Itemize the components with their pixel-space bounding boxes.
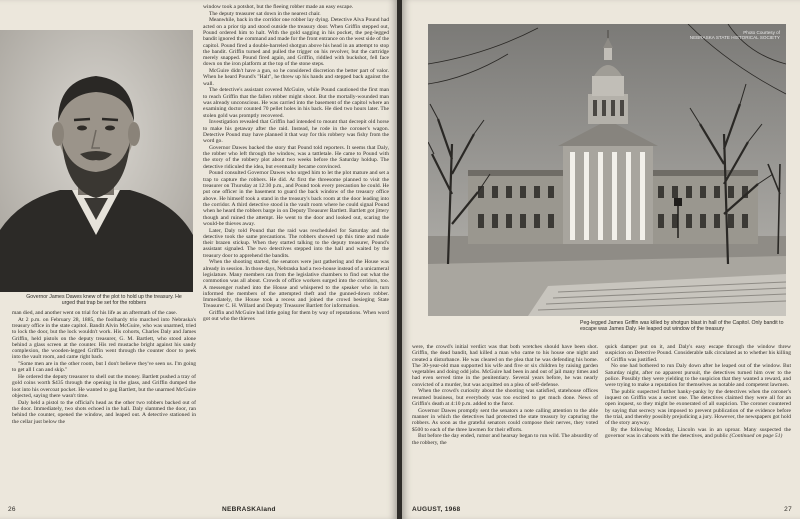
paragraph: window took a potshot, but the fleeing robber made an easy escape.	[203, 4, 354, 10]
paragraph: McGuire didn't have a gun, so he considered discretion the better part of valor. When he heard Pound's "Halt", he threw up his hands and stepped back against the wall.	[203, 68, 389, 87]
paragraph: Meanwhile, back in the corridor one robber lay dying. Detective Alva Pound had acted on a prior tip and stood outside the treasury door. When Griffin stepped out, Pound ordered him to halt. With the gold sagging in his pocket, the peg-legged bandit ignored the command and made for the front entrance on the west side of the capitol. Pound fired a double-barreled shotgun above his head in an attempt to stop the bandit. Griffin turned and pulled the trigger on his revolver, but the cartridge merely snapped. Pound fired again, and Griffin, riddled with buckshot, fell face down on the iron platform at the top of the stone steps.	[203, 17, 389, 68]
portrait-photo	[0, 30, 193, 292]
paragraph: Pound consulted Governor Dawes who urged him to let the plot mature and set a trap to capture the robbers. He did. At first the threesome planned to visit the treasurer on Thursday at 12:30 p.m., and Pound took every precaution he could. He put one officer in the basement to guard the back window of the treasury office above. He himself took a stand in the treasury's back room at the door leading into the corridor. A third detective stood in the vault room where he could signal Pound when he heard the robbers barge in on Deputy Treasurer Bartlett. Bartlett got jittery though and ruined the attempt. He went to the door and looked out, scaring the would-be thieves away.	[203, 170, 389, 227]
right-column-2	[605, 344, 791, 502]
left-column-2	[203, 4, 389, 502]
paragraph: When the crowd's curiosity about the shooting was satisfied, statehouse offices resumed business, but everybody was too excited to get much done. News of Griffin's death at 4:10 p.m. added to the furor.	[412, 388, 598, 408]
magazine-title: NEBRASKAland	[222, 506, 276, 513]
left-column-1	[12, 310, 196, 508]
photo-credit-line: Photo Courtesy of	[743, 30, 780, 35]
paragraph: Later, Daly told Pound that the raid was rescheduled for Saturday and the detective took the same precautions. The robbers showed up this time and made their brazen stickup. When they started talking to the deputy treasurer, Pound's assistant signaled. The two detectives stepped into the hall and waited by the treasury door to apprehend the bandits.	[203, 227, 389, 259]
left-page	[0, 0, 397, 519]
right-folio-date	[412, 506, 460, 513]
paragraph: He ordered the deputy treasurer to shell out the money. Bartlett pushed a tray of gold coins worth $435 through the opening in the glass, and Griffin dumped the loot into his overcoat pocket. He wanted to gag Bartlett, but the unarmed McGuire objected, saying there wasn't time.	[12, 374, 196, 400]
paragraph: Griffin and McGuire had little going for them by way of reputations. When word got out who the thieves	[203, 310, 389, 323]
paragraph: were, the crowd's initial verdict was that both wretches should have been shot. Griffin, the dead bandit, had killed a man who came to his house one night and created a disturbance. He was cleared on the plea that he was defending his home. The 30-year-old man supported his wife and five or six children by raising garden vegetables and doing odd jobs. McGuire had been in and out of jail many times and had even served time in the penitentiary. Several years before, he was nearly convicted of a murder, but was acquitted on a plea of self-defense.	[412, 344, 598, 388]
paragraph: Daly held a pistol to the official's head as the other two robbers backed out of the door. Immediately, two shots echoed in the hall. Daly slammed the door, ran behind the counter, opened the window, and leaped out. A detective stationed in the cellar just below the	[12, 399, 196, 425]
right-folio-number: 27	[784, 506, 792, 513]
continued-note: (Continued on page 51)	[729, 433, 783, 440]
issue-date: AUGUST, 1968	[412, 506, 461, 513]
paragraph: quick damper put on it, and Daly's easy escape through the window threw suspicion on Detective Pound. Considerable talk circulated as to whether his killing of Griffin was justified.	[605, 344, 791, 363]
paragraph: No one had bothered to run Daly down after he leaped out of the window. But Saturday night, after no apparent pursuit, the detectives turned him over to the police. Possibly they were yielding to the suspicion that they wanted a reward, and were trying to make a reputation for themselves as notable and competent lawmen.	[605, 363, 791, 389]
photo-credit-line: NEBRASKA STATE HISTORICAL SOCIETY	[689, 35, 780, 41]
capitol-building-image	[428, 24, 786, 316]
paragraph: At 2 p.m. on February 28, 1885, the foolhardy trio marched into Nebraska's treasury office in the state capitol. Bandit Alvin McGuire, who was unarmed, tried to lock the door, but the lock wouldn't work. His cohorts, Charles Daly and James Griffin, held pistols on the deputy treasurer, G. M. Bartlett, who stood alone behind a glass screen at the counter. His red mustache bright against his sandy complexion, the wooden-legged Griffin went through the counter door to peek into the vault room, and came right back.	[12, 316, 196, 361]
paragraph: The detective's assistant covered McGuire, while Pound cautioned the first man to reach Griffin that the fallen robber might shoot. But the mortally-wounded man was already unconscious. He was carried into the basement of the capitol where an examining doctor counted 70 pellet holes in his back. He died two hours later. The stolen gold was promptly recovered.	[203, 87, 389, 119]
paragraph-text: By the following Monday, Lincoln was in an uproar. Many suspected the governor was in cahoots with the detectives, and public	[605, 427, 791, 440]
paragraph: Investigation revealed that Griffin had intended to mount that decrepit old horse to make his getaway after the raid. Instead, he rode in the coroner's wagon. Detective Pound may have planned it that way for this robbery was fishy from the word go.	[203, 119, 389, 145]
photo-credit	[660, 30, 780, 40]
right-page	[402, 0, 800, 519]
left-folio-number: 26	[8, 506, 16, 513]
paragraph: The public suspected further hanky-panky by the detectives when the coroner's inquest on Griffin was a secret one. The detectives claimed they were all for an open inquest, so they might be exonerated of all suspicion. The coroner countered by saying that secrecy was imposed to prevent publication of the evidence before the trial, and thereby possibly prejudicing a jury. However, the newspapers got hold of the story anyway.	[605, 388, 791, 427]
paragraph: "Some men are in the other room, but I don't believe they've seen us. I'm going to get all I can and skip."	[12, 361, 196, 374]
photo-caption: Peg-legged James Griffin was killed by shotgun blast in hall of the Capitol. Only bandit to escape was James Daly. He leaped out window of the treasury	[580, 320, 784, 332]
left-folio-title	[222, 506, 276, 513]
governor-portrait-image	[0, 30, 193, 292]
capitol-photo	[428, 24, 786, 316]
paragraph	[605, 427, 791, 440]
paragraph: The deputy treasurer sat down in the nearest chair.	[209, 10, 321, 17]
right-column-1	[412, 344, 598, 502]
paragraph: Governor Dawes backed the story that Pound told reporters. It seems that Daly, the robber who left through the window, was a tattletale. He came to Pound with the story of the robbery plot about two weeks before the Saturday holdup. The detective ridiculed the idea, but eventually became convinced.	[203, 144, 389, 170]
paragraph: Governor Dawes promptly sent the senators a note calling attention to the able manner in which the detectives had protected the state treasury by capturing the robbers. As soon as the grateful senators could compose their nerves, they voted $500 to each of the three lawmen for their efforts.	[412, 407, 598, 433]
paragraph: When the shooting started, the senators were just gathering and the House was already in session. In those days, Nebraska had a two-house instead of a unicameral legislature. Many members ran from the legislative chambers to find out what the commotion was all about. Crowds of office workers surged into the corridors, too. A messenger rushed into the House and whispered to the speaker who in turn informed the members of the attempted theft and the gunned-down robber. Immediately, the House took a recess and joined the crowd besieging State Treasurer C. H. Willard and Deputy Treasurer Bartlett for information.	[203, 259, 389, 310]
paragraph: But before the day ended, rumor and hearsay began to run wild. The absurdity of the robbery, the	[412, 433, 598, 446]
paragraph: man died, and another went on trial for his life as an aftermath of the case.	[12, 310, 177, 316]
portrait-caption: Governor James Dawes knew of the plot to hold up the treasury. He urged that trap be set for the robbers	[26, 294, 182, 306]
